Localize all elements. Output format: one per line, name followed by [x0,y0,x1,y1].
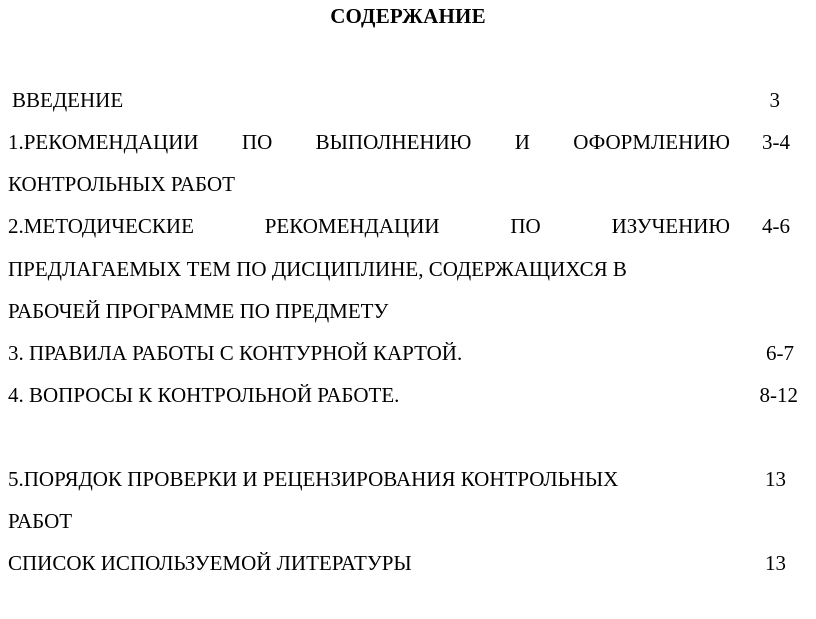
toc-entry-text: СПИСОК ИСПОЛЬЗУЕМОЙ ЛИТЕРАТУРЫ [8,551,412,575]
toc-entry-text: РАБОТ [8,509,73,533]
toc-entry-page: 3 [769,88,780,112]
toc-entry-text: 3. ПРАВИЛА РАБОТЫ С КОНТУРНОЙ КАРТОЙ. [8,341,463,365]
toc-entry-page: 6-7 [766,341,794,365]
toc-entry-text: 5.ПОРЯДОК ПРОВЕРКИ И РЕЦЕНЗИРОВАНИЯ КОНТРОЛЬНЫХ [8,467,619,491]
toc-entry-text: ПРЕДЛАГАЕМЫХ ТЕМ ПО ДИСЦИПЛИНЕ, СОДЕРЖАЩИХСЯ В [8,257,627,281]
toc-entry-text: 2.МЕТОДИЧЕСКИЕ РЕКОМЕНДАЦИИ ПО ИЗУЧЕНИЮ [8,214,730,238]
toc-entry-text: ВВЕДЕНИЕ [12,88,124,112]
toc-entry-text: 1.РЕКОМЕНДАЦИИ ПО ВЫПОЛНЕНИЮ И ОФОРМЛЕНИЮ [8,130,730,154]
toc-entry-text: КОНТРОЛЬНЫХ РАБОТ [8,172,235,196]
toc-entry-text: РАБОЧЕЙ ПРОГРАММЕ ПО ПРЕДМЕТУ [8,299,389,323]
page-title: СОДЕРЖАНИЕ [330,4,486,28]
toc-entry-page: 3-4 [762,130,790,154]
toc-entry-page: 13 [765,551,786,575]
toc-entry-page: 13 [765,467,786,491]
toc-entry-text: 4. ВОПРОСЫ К КОНТРОЛЬНОЙ РАБОТЕ. [8,383,400,407]
toc-entry-page: 8-12 [759,383,798,407]
toc-entry-page: 4-6 [762,214,790,238]
